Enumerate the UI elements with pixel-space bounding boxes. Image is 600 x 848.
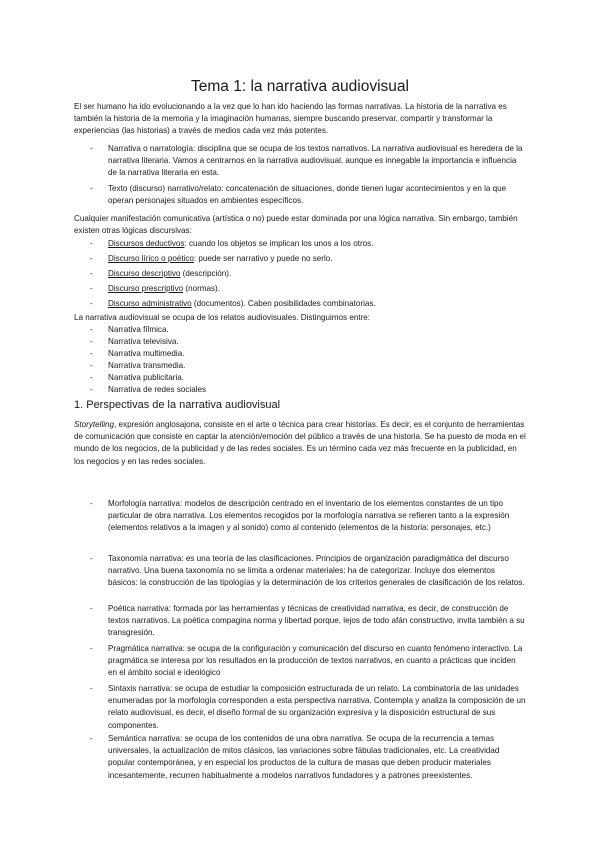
dash-marker: - xyxy=(90,554,93,563)
tipo-text: Narrativa televisiva. xyxy=(108,337,179,346)
tipo-item xyxy=(90,384,526,396)
discurso-label: Discurso lírico o poético xyxy=(108,254,194,263)
tipo-item xyxy=(90,348,526,360)
discurso-item xyxy=(90,253,526,265)
dash-marker: - xyxy=(90,299,93,308)
perspectiva-item xyxy=(90,643,526,680)
dash-marker: - xyxy=(90,269,93,278)
tipo-text: Narrativa transmedia. xyxy=(108,361,186,370)
dash-marker: - xyxy=(90,144,93,153)
discurso-rest: : cuando los objetos se implican los unos a los otros. xyxy=(184,239,374,248)
tipo-item xyxy=(90,324,526,336)
perspectiva-text: Poética narrativa: formada por las herramientas y técnicas de creatividad narrativa, es decir, de construcción de textos narrativos. La poética compagina norma y libertad porque, lejos de todo afán constructivo, invita también a su transgresión. xyxy=(108,604,525,638)
dash-marker: - xyxy=(90,337,93,346)
dash-marker: - xyxy=(90,734,93,743)
dash-marker: - xyxy=(90,284,93,293)
discurso-rest: (documentos). Caben posibilidades combinatorias. xyxy=(191,299,376,308)
perspectiva-text: Pragmática narrativa: se ocupa de la configuración y comunicación del discurso en cuanto fenómeno interactivo. La pragmática se interesa por los resultados en la producción de textos narrativos, en cuanto a prácticas que inciden en el ámbito social e ideológico xyxy=(108,644,523,678)
definition-item xyxy=(90,143,526,180)
perspectiva-item xyxy=(90,553,526,590)
discurso-label: Discurso administrativo xyxy=(108,299,192,308)
tipo-item xyxy=(90,360,526,372)
dash-marker: - xyxy=(90,239,93,248)
discurso-item xyxy=(90,283,526,295)
tipo-text: Narrativa fílmica. xyxy=(108,325,169,334)
tipo-text: Narrativa multimedia. xyxy=(108,349,185,358)
dash-marker: - xyxy=(90,254,93,263)
perspectiva-text: Semántica narrativa: se ocupa de los contenidos de una obra narrativa. Se ocupa de la recurrencia a temas universales, la actualización de mitos clásicos, las variaciones sobre fábulas tradicionales, etc. La creatividad popular contemporánea, y en especial los productos de la cultura de masas que deben producir materiales incesantemente, recurren habitualmente a modelos narrativos fundadores y a patrones preexistentes. xyxy=(108,734,500,780)
audiovisual-intro: La narrativa audiovisual se ocupa de los relatos audiovisuales. Distinguimos entre: xyxy=(74,313,371,322)
perspectiva-text: Sintaxis narrativa: se ocupa de estudiar la composición estructurada de un relato. La combinatoria de las unidades enumeradas por la morfología corresponden a esta perspectiva narrativa. Contempla y analiza la composición de un relato audiovisual, es decir, el diseño formal de su organización expresiva y la disposición estructural de sus componentes. xyxy=(108,684,526,730)
dash-marker: - xyxy=(90,325,93,334)
tipo-text: Narrativa de redes sociales xyxy=(108,385,207,394)
tipo-item xyxy=(90,336,526,348)
perspectiva-item xyxy=(90,683,526,732)
tipo-text: Narrativa publicitaria. xyxy=(108,373,185,382)
dash-marker: - xyxy=(90,499,93,508)
discurso-label: Discursos deductivos xyxy=(108,239,185,248)
definition-text: Texto (discurso) narrativo/relato: concatenación de situaciones, donde tienen lugar acontecimientos y en la que operan personajes situados en ambientes específicos. xyxy=(108,184,507,206)
tipo-item xyxy=(90,372,526,384)
discurso-rest: (normas). xyxy=(183,284,221,293)
discurso-rest: (descripción). xyxy=(180,269,232,278)
definition-item xyxy=(90,183,526,207)
storytelling-paragraph xyxy=(74,419,526,468)
perspectiva-item xyxy=(90,603,526,640)
definition-text: Narrativa o narratología: disciplina que se ocupa de los textos narrativos. La narrativa audiovisual es heredera de la narrativa literaria. Vamos a centrarnos en la narrativa audiovisual, aunque es innegable la importancia e influencia de la narrativa literaria en esta. xyxy=(108,144,523,178)
discurso-item xyxy=(90,298,526,310)
discurso-label: Discurso prescriptivo xyxy=(108,284,184,293)
discurso-rest: : puede ser narrativo y puede no serlo. xyxy=(193,254,333,263)
manifestacion-paragraph: Cualquier manifestación comunicativa (artística o no) puede estar dominada por una lógica narrativa. Sin embargo, también existen otras lógicas discursivas: xyxy=(74,214,518,236)
perspectiva-text: Taxonomía narrativa: es una teoría de las clasificaciones. Principios de organización paradigmática del discurso narrativo. Una buena taxonomía no se limita a ordenar materiales: ha de categorizar. Incluye dos elementos básicos: la construcción de las tipologías y la determinación de los criterios generales de clasificación de los relatos. xyxy=(108,554,525,588)
perspectiva-item xyxy=(90,733,526,782)
dash-marker: - xyxy=(90,184,93,193)
perspectiva-text: Morfología narrativa: modelos de descripción centrado en el inventario de los elementos constantes de un tipo particular de obra narrativa. Los elementos recogidos por la morfología narrativa se refieren tanto a la expresión (elementos relativos a la imagen y al sonido) como al contenido (elementos de la historia: personajes, etc.) xyxy=(108,499,510,533)
discurso-item xyxy=(90,238,526,250)
dash-marker: - xyxy=(90,361,93,370)
dash-marker: - xyxy=(90,349,93,358)
dash-marker: - xyxy=(90,684,93,693)
page-title: Tema 1: la narrativa audiovisual xyxy=(191,78,409,95)
discurso-item xyxy=(90,268,526,280)
dash-marker: - xyxy=(90,373,93,382)
perspectiva-item xyxy=(90,498,526,535)
dash-marker: - xyxy=(90,604,93,613)
storytelling-text: , expresión anglosajona, consiste en el arte o técnica para crear historias. Es decir, es el conjunto de herramientas de comunicación que consiste en captar la atención/emoción del público a través de una historia. Se ha puesto de moda en el mundo de los negocios, de la publicidad y de las redes sociales. Es un término cada vez más frecuente en la publicidad, en los negocios y en las redes sociales. xyxy=(74,420,526,466)
dash-marker: - xyxy=(90,644,93,653)
dash-marker: - xyxy=(90,385,93,394)
section-heading: 1. Perspectivas de la narrativa audiovisual xyxy=(74,399,281,411)
intro-paragraph: El ser humano ha ido evolucionando a la vez que lo han ido haciendo las formas narrativas. La historia de la narrativa es también la historia de la memoria y la imaginación humanas, siempre buscando preservar, compartir y transformar la experiencias (las historias) a través de medios cada vez más potentes. xyxy=(74,102,507,136)
storytelling-term: Storytelling xyxy=(74,420,115,429)
discurso-label: Discurso descriptivo xyxy=(108,269,181,278)
